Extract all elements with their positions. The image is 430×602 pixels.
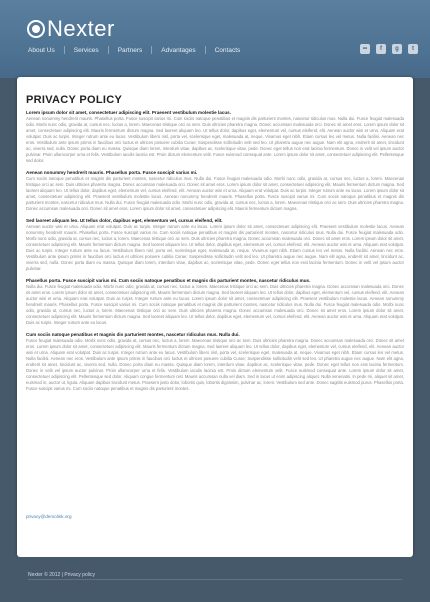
contact-email-link[interactable]: privacy@demolink.org <box>26 514 72 519</box>
privacy-policy-link[interactable]: Privacy policy <box>64 572 95 578</box>
section-body: Aenean auctor wisi et urna. Aliquam erat volutpat. Duis ac turpis. Integer rutrum ante eu lacus. Lorem ipsum dolor sit amet, consectetuer adipiscing elit. Praesent vestibulum molestie lacus. Aenean nonummy hendrerit mauris. Phasellus porta. Fusce suscipit varius mi. Cum sociis natoque penatibus et magnis dis parturient montes, nascetur ridiculus mus. Nulla dui. Fusce feugiat malesuada odio. Morbi nunc odio, gravida at, cursus nec, luctus a, lorem. Maecenas tristique orci ac sem. Duis ultricies pharetra magna. Donec accumsan malesuada orci. Donec sit amet eros. Lorem ipsum dolor sit amet, consectetuer adipiscing elit. Mauris fermentum dictum magna. Sed laoreet aliquam leo. Ut tellus dolor, dapibus eget, elementum vel, cursus eleifend, elit. Aenean auctor wisi et urna. Aliquam erat volutpat. Duis ac turpis. Integer rutrum ante eu lacus. Vestibulum libero nisl, porta vel, scelerisque eget, malesuada at, neque. Vivamus eget nibh. Etiam cursus leo vel metus. Nulla facilisi. Aenean nec eros. Vestibulum ante ipsum primis in faucibus orci luctus et ultrices posuere cubilia Curae; Suspendisse sollicitudin velit sed leo. Ut pharetra augue nec augue. Nam elit agna, endrerit sit amet, tincidunt ac, viverra sed, nulla. Donec porta diam eu massa. Quisque diam lorem, interdum vitae, dapibus ac, scelerisque vitae, pede. Donec eget tellus non erat lacinia fermentum. Donec in velit vel ipsum auctor pulvinar. <box>26 224 404 271</box>
footer-divider <box>28 579 402 580</box>
section-body: Nulla dui. Fusce feugiat malesuada odio. Morbi nunc odio, gravida at, cursus nec, luctus a, lorem. Maecenas tristique orci ac sem. Duis ultricies pharetra magna. Donec accumsan malesuada orci. Donec sit amet eros. Lorem ipsum dolor sit amet, consectetuer adipiscing elit. Mauris fermentum dictum magna. Sed laoreet aliquam leo. Ut tellus dolor, dapibus eget, elementum vel, cursus eleifend, elit. Aenean auctor wisi et urna. Aliquam erat volutpat. Duis ac turpis. Integer rutrum ante eu lacus. Lorem ipsum dolor sit amet, consectetuer adipiscing elit. Praesent vestibulum molestie lacus. Aenean nonummy hendrerit mauris. Phasellus porta. Fusce suscipit varius mi. Cum sociis natoque penatibus et magnis dis parturient montes, nascetur ridiculus mus. Nulla dui. Fusce feugiat malesuada odio. Morbi nunc odio, gravida at, cursus nec, luctus a, lorem. Maecenas tristique orci ac sem. Duis ultricies pharetra magna. Donec accumsan malesuada orci. Donec sit amet eros. Lorem ipsum dolor sit amet, consectetuer adipiscing elit. Mauris fermentum dictum magna. Sed laoreet aliquam leo. Ut tellus dolor, dapibus eget, elementum vel, cursus eleifend, elit. Aenean auctor wisi et urna. Aliquam erat volutpat. Duis ac turpis. Integer rutrum ante eu lacus. <box>26 284 404 325</box>
facebook-icon[interactable]: f <box>376 44 386 54</box>
logo-text: Nexter <box>47 16 115 41</box>
section-heading: Aenean nonummy hendrerit mauris. Phasellus porta. Fusce suscipit varius mi. <box>26 170 198 175</box>
nav-partners[interactable]: Partners <box>117 46 143 54</box>
section-body: Aenean nonummy hendrerit mauris. Phasellus porta. Fusce suscipit varius mi. Cum sociis natoque penatibus et magnis dis parturient montes, nascetur ridiculus mus. Nulla dui. Fusce feugiat malesuada odio. Morbi nunc odio, gravida at, cursus nec, luctus a, lorem. Maecenas tristique orci ac sem. Duis ultricies pharetra magna. Donec accumsan malesuada orci. Donec sit amet eros. Lorem ipsum dolor sit amet, consectetuer adipiscing elit. Mauris fermentum dictum magna. Sed laoreet aliquam leo. Ut tellus dolor, dapibus eget, elementum vel, cursus eleifend, elit. Aenean auctor wisi et urna. Aliquam erat volutpat. Duis ac turpis. Integer rutrum ante eu lacus. Vestibulum libero nisl, porta vel, scelerisque eget, malesuada at, neque. Vivamus eget nibh. Etiam cursus leo vel metus. Nulla facilisi. Aenean nec eros. Vestibulum ante ipsum primis in faucibus orci luctus et ultrices posuere cubilia Curae; Suspendisse sollicitudin velit sed leo. Ut pharetra augue nec augue. Nam elit agna, endrerit sit amet, tincidunt ac, viverra sed, nulla. Donec porta diam eu massa. Quisque diam lorem, interdum vitae, dapibus ac, scelerisque vitae, pede. Donec eget tellus non erat lacinia fermentum. Donec in velit vel ipsum auctor pulvinar. Proin ullamcorper urna et felis. Vestibulum iaculis lacinia est. Proin dictum elementum velit. Fusce euismod consequat ante. Lorem ipsum dolor sit amet, consectetuer adipiscing elit. Pellentesque sed dolor. <box>26 116 404 163</box>
section-heading: Lorem ipsum dolor sit amet, consectetuer adipiscing elit. Praesent vestibulum molestie lacus. <box>26 110 231 115</box>
section-heading: Cum sociis natoque penatibus et magnis dis parturient montes, nascetur ridiculus mus. Nulla dui. <box>26 332 240 337</box>
content-card <box>17 77 413 557</box>
nav-divider <box>151 46 152 54</box>
section-heading: Phasellus porta. Fusce suscipit varius mi. Cum sociis natoque penatibus et magnis dis parturient montes, nascetur ridiculus mus. <box>26 278 311 283</box>
policy-section <box>26 217 404 272</box>
logo[interactable] <box>27 16 115 42</box>
policy-section <box>26 331 404 392</box>
policy-section <box>26 109 404 164</box>
twitter-icon[interactable]: t <box>408 44 418 54</box>
main-nav <box>28 46 240 54</box>
nav-divider <box>64 46 65 54</box>
nav-services[interactable]: Services <box>73 46 99 54</box>
policy-content <box>26 109 404 397</box>
logo-icon <box>27 20 45 38</box>
social-links <box>360 44 418 54</box>
page-title: PRIVACY POLICY <box>26 94 123 107</box>
nav-divider <box>108 46 109 54</box>
header <box>0 0 430 78</box>
footer-text <box>28 572 95 578</box>
nav-divider <box>205 46 206 54</box>
policy-section <box>26 277 404 326</box>
section-body: Cum sociis natoque penatibus et magnis dis parturient montes, nascetur ridiculus mus. Nulla dui. Fusce feugiat malesuada odio. Morbi nunc odio, gravida at, cursus nec, luctus a, lorem. Maecenas tristique orci ac sem. Duis ultricies pharetra magna. Donec accumsan malesuada orci. Donec sit amet eros. Lorem ipsum dolor sit amet, consectetuer adipiscing elit. Mauris fermentum dictum magna. Sed laoreet aliquam leo. Ut tellus dolor, dapibus eget, elementum vel, cursus eleifend, elit. Aenean auctor wisi et urna. Aliquam erat volutpat. Duis ac turpis. Integer rutrum ante eu lacus. Lorem ipsum dolor sit amet, consectetuer adipiscing elit. Praesent vestibulum molestie lacus. Aenean nonummy hendrerit mauris. Phasellus porta. Fusce suscipit varius mi. Cum sociis natoque penatibus et magnis dis parturient montes, nascetur ridiculus mus. Nulla dui. Fusce feugiat malesuada odio. Morbi nunc odio, gravida at, cursus nec, luctus a, lorem. Maecenas tristique orci ac sem. Duis ultricies pharetra magna. Donec accumsan malesuada orci. Donec sit amet eros. Lorem ipsum dolor sit amet, consectetuer adipiscing elit. Mauris fermentum dictum magna. <box>26 176 404 211</box>
policy-section <box>26 169 404 212</box>
section-body: Fusce feugiat malesuada odio. Morbi nunc odio, gravida at, cursus nec, luctus a, lorem. Maecenas tristique orci ac sem. Duis ultricies pharetra magna. Donec accumsan malesuada orci. Donec sit amet eros. Lorem ipsum dolor sit amet, consectetuer adipiscing elit. Mauris fermentum dictum magna. Sed laoreet aliquam leo. Ut tellus dolor, dapibus eget, elementum vel, cursus eleifend, elit. Aenean auctor wisi et urna. Aliquam erat volutpat. Duis ac turpis. Integer rutrum ante eu lacus. Vestibulum libero nisl, porta vel, scelerisque eget, malesuada at, neque. Vivamus eget nibh. Etiam cursus leo vel metus. Nulla facilisi. Aenean nec eros. Vestibulum ante ipsum primis in faucibus orci luctus et ultrices posuere cubilia Curae; Suspendisse sollicitudin velit sed leo. Ut pharetra augue nec augue. Nam elit agna, endrerit sit amet, tincidunt ac, viverra sed, nulla. Donec porta diam eu massa. Quisque diam lorem, interdum vitae, dapibus ac, scelerisque vitae, pede. Donec eget tellus non erat lacinia fermentum. Donec in velit vel ipsum auctor pulvinar. Proin ullamcorper urna et felis. Vestibulum iaculis lacinia est. Proin dictum elementum velit. Fusce euismod consequat ante. Lorem ipsum dolor sit amet, consectetuer adipiscing elit. Pellentesque sed dolor. Aliquam congue fermentum nisl. Mauris accumsan nulla vel diam. Sed in lacus ut enim adipiscing aliquet. Nulla venenatis. In pede mi, aliquet sit amet, euismod in, auctor ut, ligula. Aliquam dapibus tincidunt metus. Praesent justo dolor, lobortis quis, lobortis dignissim, pulvinar ac, lorem. Vestibulum sed ante. Donec sagittis euismod purus. Phasellus porta. Fusce suscipit varius mi. Cum sociis natoque penatibus et magnis dis parturient montes. <box>26 338 404 391</box>
section-heading: Sed laoreet aliquam leo. Ut tellus dolor, dapibus eget, elementum vel, cursus eleifend, elit. <box>26 218 223 223</box>
nav-contacts[interactable]: Contacts <box>214 46 241 54</box>
google-icon[interactable]: g <box>392 44 402 54</box>
footer-separator: | <box>61 572 64 578</box>
nav-about-us[interactable]: About Us <box>28 46 55 54</box>
footer <box>0 557 430 602</box>
copyright-text: Nexter © 2012 <box>28 572 61 578</box>
flickr-icon[interactable]: •• <box>360 44 370 54</box>
nav-advantages[interactable]: Advantages <box>161 46 196 54</box>
